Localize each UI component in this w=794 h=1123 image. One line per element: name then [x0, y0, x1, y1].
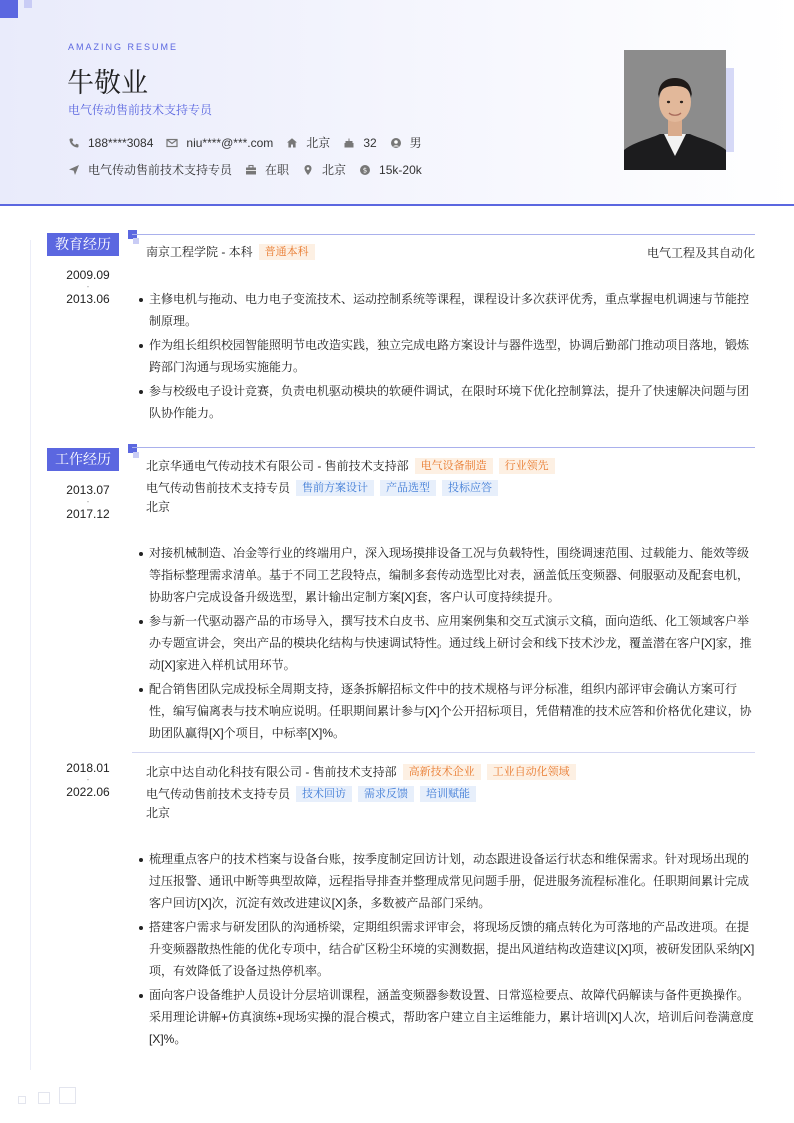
skill-tag: 投标应答	[442, 480, 498, 496]
skill-tag: 培训赋能	[420, 786, 476, 802]
age-item	[343, 136, 376, 150]
contact-row	[68, 134, 435, 151]
hometown-item	[286, 134, 330, 151]
job2-start-date: 2018.01	[66, 761, 110, 775]
skill-tag: 售前方案设计	[296, 480, 374, 496]
job1-end-date: 2017.12	[66, 507, 110, 521]
salary-text: 15k-20k	[379, 162, 422, 177]
city-text: 北京	[322, 163, 347, 177]
list-item: 作为组长组织校园智能照明节电改造实践，独立完成电路方案设计与器件选型，协调后勤部门推动项目落地，锻炼跨部门沟通与现场实施能力。	[136, 334, 755, 378]
skill-tag: 需求反馈	[358, 786, 414, 802]
edu-start-date: 2009.09	[66, 268, 110, 282]
intended-position-item	[68, 161, 232, 178]
school-tag: 普通本科	[259, 244, 315, 260]
job1-location: 北京	[146, 500, 171, 514]
list-item: 对接机械制造、冶金等行业的终端用户，深入现场摸排设备工况与负载特性，围绕调速范围、过载能力、能效等级等指标整理需求清单。基于不同工艺段特点，编制多套传动选型比对表，涵盖低压变频器、伺服驱动及配套电机，协助客户完成设备升级选型，累计输出定制方案[X]套，客户认可度持续提升。	[136, 542, 755, 608]
position-name: 电气传动售前技术支持专员	[146, 787, 291, 801]
money-icon	[359, 164, 371, 176]
decor-square	[59, 1087, 76, 1104]
decor-square	[0, 0, 18, 18]
gender-item	[390, 134, 422, 151]
intention-row	[68, 161, 435, 178]
item-divider	[132, 752, 755, 753]
section-divider	[132, 447, 755, 448]
email-text: niu****@***.com	[186, 135, 274, 150]
job2-company-row	[146, 763, 576, 780]
phone-item	[68, 136, 153, 150]
intended-position-text: 电气传动售前技术支持专员	[88, 163, 233, 177]
home-icon	[286, 137, 298, 149]
education-heading: 教育经历	[47, 233, 119, 256]
job2-location: 北京	[146, 806, 171, 820]
school-name: 南京工程学院 - 本科	[146, 245, 253, 259]
job2-bullets	[136, 848, 755, 1052]
edu-major: 电气工程及其自动化	[646, 246, 755, 260]
job2-position-row	[146, 785, 476, 802]
edu-school-row	[146, 243, 315, 260]
status-text: 在职	[265, 163, 290, 177]
decor-square-small	[24, 0, 32, 8]
company-tag: 行业领先	[499, 458, 555, 474]
edu-bullets	[136, 288, 755, 426]
date-separator: -	[86, 282, 90, 291]
job1-bullets	[136, 542, 755, 746]
gender-text: 男	[409, 136, 422, 150]
list-item: 主修电机与拖动、电力电子变流技术、运动控制系统等课程，课程设计多次获评优秀，重点掌握电机调速与节能控制原理。	[136, 288, 755, 332]
section-marker-light	[133, 238, 139, 244]
candidate-name: 牛敬业	[67, 68, 148, 99]
candidate-title: 电气传动售前技术支持专员	[68, 103, 213, 117]
skill-tag: 产品选型	[380, 480, 436, 496]
list-item: 面向客户设备维护人员设计分层培训课程，涵盖变频器参数设置、日常巡检要点、故障代码解读与备件更换操作。采用理论讲解+仿真演练+现场实操的混合模式，帮助客户建立自主运维能力，累计培训[X]人次，培训后问卷满意度[X]%。	[136, 984, 755, 1050]
job1-position-row	[146, 479, 498, 496]
hometown-text: 北京	[306, 136, 331, 150]
send-icon	[68, 164, 80, 176]
job1-start-date: 2013.07	[66, 483, 110, 497]
list-item: 配合销售团队完成投标全周期支持，逐条拆解招标文件中的技术规格与评分标准，组织内部评审会确认方案可行性，编写偏离表与技术响应说明。任职期间累计参与[X]个公开招标项目，凭借精准的技术应答和价格优化建议，协助团队赢得[X]个项目，中标率[X]%。	[136, 678, 755, 744]
cake-icon	[343, 137, 355, 149]
job2-end-date: 2022.06	[66, 785, 110, 799]
header-divider	[0, 204, 794, 206]
company-name: 北京中达自动化科技有限公司 - 售前技术支持部	[146, 765, 397, 779]
list-item: 搭建客户需求与研发团队的沟通桥梁，定期组织需求评审会，将现场反馈的痛点转化为可落地的产品改进项。在提升变频器散热性能的优化专项中，结合矿区粉尘环境的实测数据，提出风道结构改造建议[X]项，被研发团队采纳[X]项，有效降低了设备过热停机率。	[136, 916, 755, 982]
status-item	[245, 161, 289, 178]
skill-tag: 技术回访	[296, 786, 352, 802]
mail-icon	[166, 137, 178, 149]
briefcase-icon	[245, 164, 257, 176]
work-heading: 工作经历	[47, 448, 119, 471]
city-item	[302, 161, 346, 178]
position-name: 电气传动售前技术支持专员	[146, 481, 291, 495]
section-marker-light	[133, 452, 139, 458]
list-item: 参与校级电子设计竞赛，负责电机驱动模块的软硬件调试，在限时环境下优化控制算法，提升了快速解决问题与团队协作能力。	[136, 380, 755, 424]
list-item: 参与新一代驱动器产品的市场导入，撰写技术白皮书、应用案例集和交互式演示文稿，面向造纸、化工领域客户举办专题宣讲会，突出产品的模块化结构与快速调试特性。通过线上研讨会和线下技术沙龙，覆盖潜在客户[X]家，推动[X]家进入样机试用环节。	[136, 610, 755, 676]
phone-icon	[68, 137, 80, 149]
date-separator: -	[86, 497, 90, 506]
location-pin-icon	[302, 164, 314, 176]
company-tag: 电气设备制造	[415, 458, 493, 474]
resume-tagline: AMAZING RESUME	[68, 42, 179, 52]
email-item	[166, 136, 273, 150]
decor-square	[18, 1096, 26, 1104]
list-item: 梳理重点客户的技术档案与设备台账，按季度制定回访计划，动态跟进设备运行状态和维保需求。针对现场出现的过压报警、通讯中断等典型故障，远程指导排查并整理成常见问题手册，促进服务流程标准化。任职期间累计完成客户回访[X]次，沉淀有效改进建议[X]条，多数被产品部门采纳。	[136, 848, 755, 914]
svg-text:$: $	[362, 166, 368, 174]
date-separator: -	[86, 775, 90, 784]
profile-photo	[624, 50, 726, 170]
company-tag: 工业自动化领域	[487, 764, 576, 780]
salary-item	[359, 163, 422, 177]
company-tag: 高新技术企业	[403, 764, 481, 780]
left-guide-line	[30, 240, 31, 1070]
edu-end-date: 2013.06	[66, 292, 110, 306]
job1-company-row	[146, 457, 555, 474]
phone-text: 188****3084	[88, 135, 154, 150]
person-icon	[390, 137, 402, 149]
section-divider	[132, 234, 755, 235]
age-text: 32	[363, 135, 377, 150]
company-name: 北京华通电气传动技术有限公司 - 售前技术支持部	[146, 459, 409, 473]
decor-square	[38, 1092, 50, 1104]
